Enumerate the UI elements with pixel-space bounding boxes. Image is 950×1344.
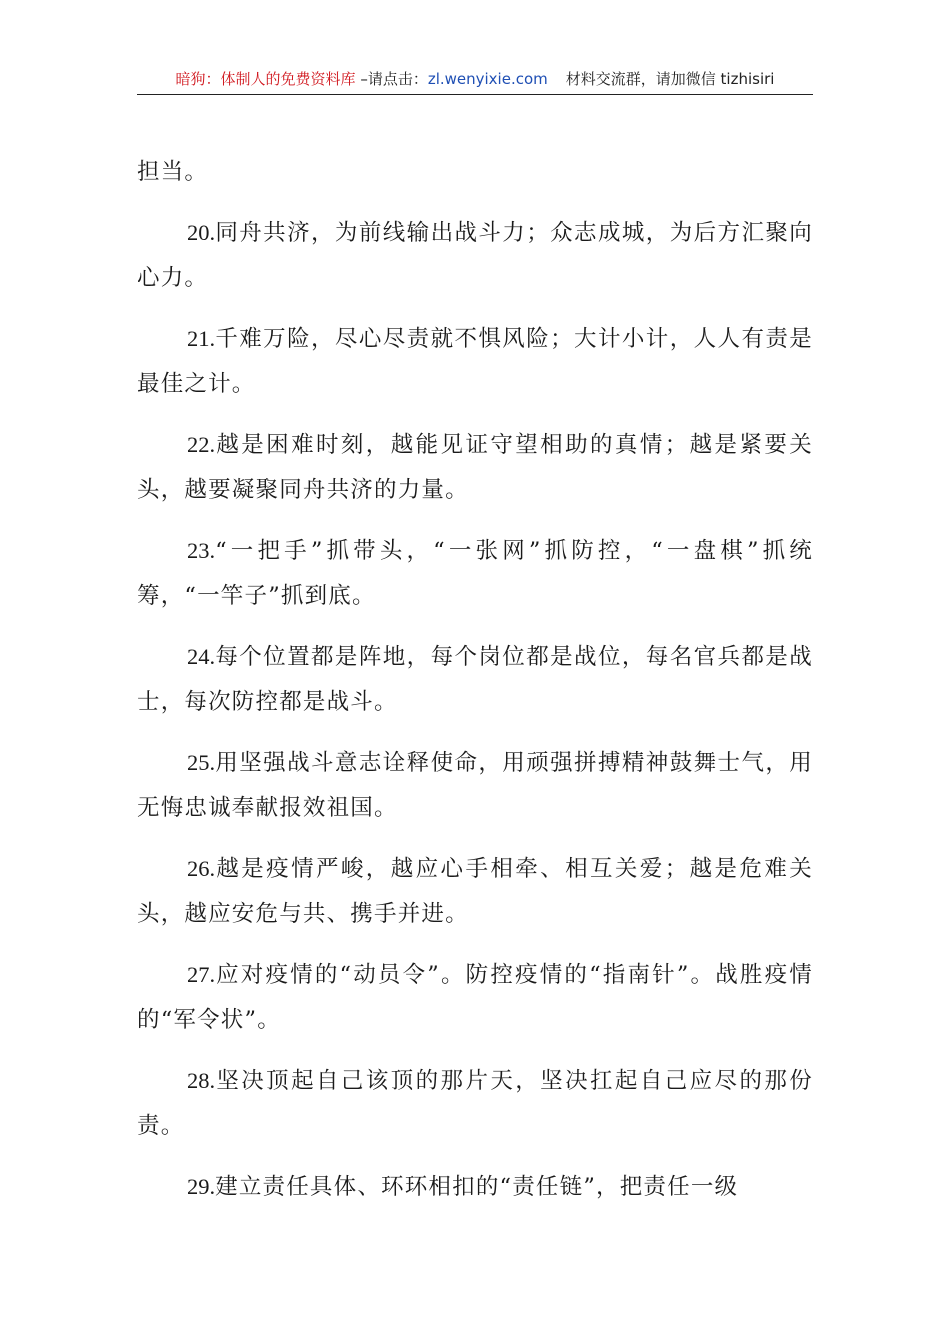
paragraph-text: 越是疫情严峻，越应心手相牵、相互关爱；越是危难关头，越应安危与共、携手并进。: [137, 856, 813, 927]
paragraph-item: [137, 422, 813, 513]
paragraph-text: 每个位置都是阵地，每个岗位都是战位，每名官兵都是战士，每次防控都是战斗。: [137, 644, 813, 715]
item-number: 21.: [187, 326, 216, 351]
paragraph-text: 应对疫情的“动员令”。防控疫情的“指南针”。战胜疫情的“军令状”。: [137, 962, 813, 1033]
item-number: 26.: [187, 856, 216, 881]
header-wechat-note: 材料交流群，请加微信 tizhisiri: [565, 70, 775, 88]
header-url-link[interactable]: zl.wenyixie.com: [427, 70, 548, 88]
paragraph-item: [137, 740, 813, 831]
paragraph-item: [137, 1164, 813, 1210]
document-body: [137, 150, 813, 1225]
paragraph-text: 坚决顶起自己该顶的那片天，坚决扛起自己应尽的那份责。: [137, 1068, 813, 1139]
paragraph-text: 用坚强战斗意志诠释使命，用顽强拼搏精神鼓舞士气，用无悔忠诚奉献报效祖国。: [137, 750, 813, 821]
paragraph-text: 担当。: [137, 159, 209, 185]
paragraph-text: “一把手”抓带头，“一张网”抓防控，“一盘棋”抓统筹，“一竿子”抓到底。: [137, 538, 813, 609]
paragraph-item: [137, 528, 813, 619]
paragraph-item: [137, 634, 813, 725]
paragraph-text: 同舟共济，为前线输出战斗力；众志成城，为后方汇聚向心力。: [137, 220, 813, 291]
paragraph-text: 千难万险，尽心尽责就不惧风险；大计小计，人人有责是最佳之计。: [137, 326, 813, 397]
paragraph-item: [137, 316, 813, 407]
paragraph-continuation: [137, 150, 813, 195]
item-number: 20.: [187, 220, 216, 245]
item-number: 27.: [187, 962, 216, 987]
paragraph-item: [137, 1058, 813, 1149]
page-header: [137, 68, 813, 95]
paragraph-text: 越是困难时刻，越能见证守望相助的真情；越是紧要关头，越要凝聚同舟共济的力量。: [137, 432, 813, 503]
item-number: 25.: [187, 750, 216, 775]
item-number: 22.: [187, 432, 216, 457]
item-number: 23.: [187, 538, 216, 563]
paragraph-text: 建立责任具体、环环相扣的“责任链”，把责任一级: [215, 1174, 739, 1200]
paragraph-item: [137, 846, 813, 937]
header-brand: 暗狗：体制人的免费资料库: [175, 70, 356, 88]
paragraph-item: [137, 952, 813, 1043]
header-prompt: –请点击：: [355, 70, 428, 88]
item-number: 24.: [187, 644, 216, 669]
item-number: 29.: [187, 1174, 216, 1199]
item-number: 28.: [187, 1068, 216, 1093]
paragraph-item: [137, 210, 813, 301]
